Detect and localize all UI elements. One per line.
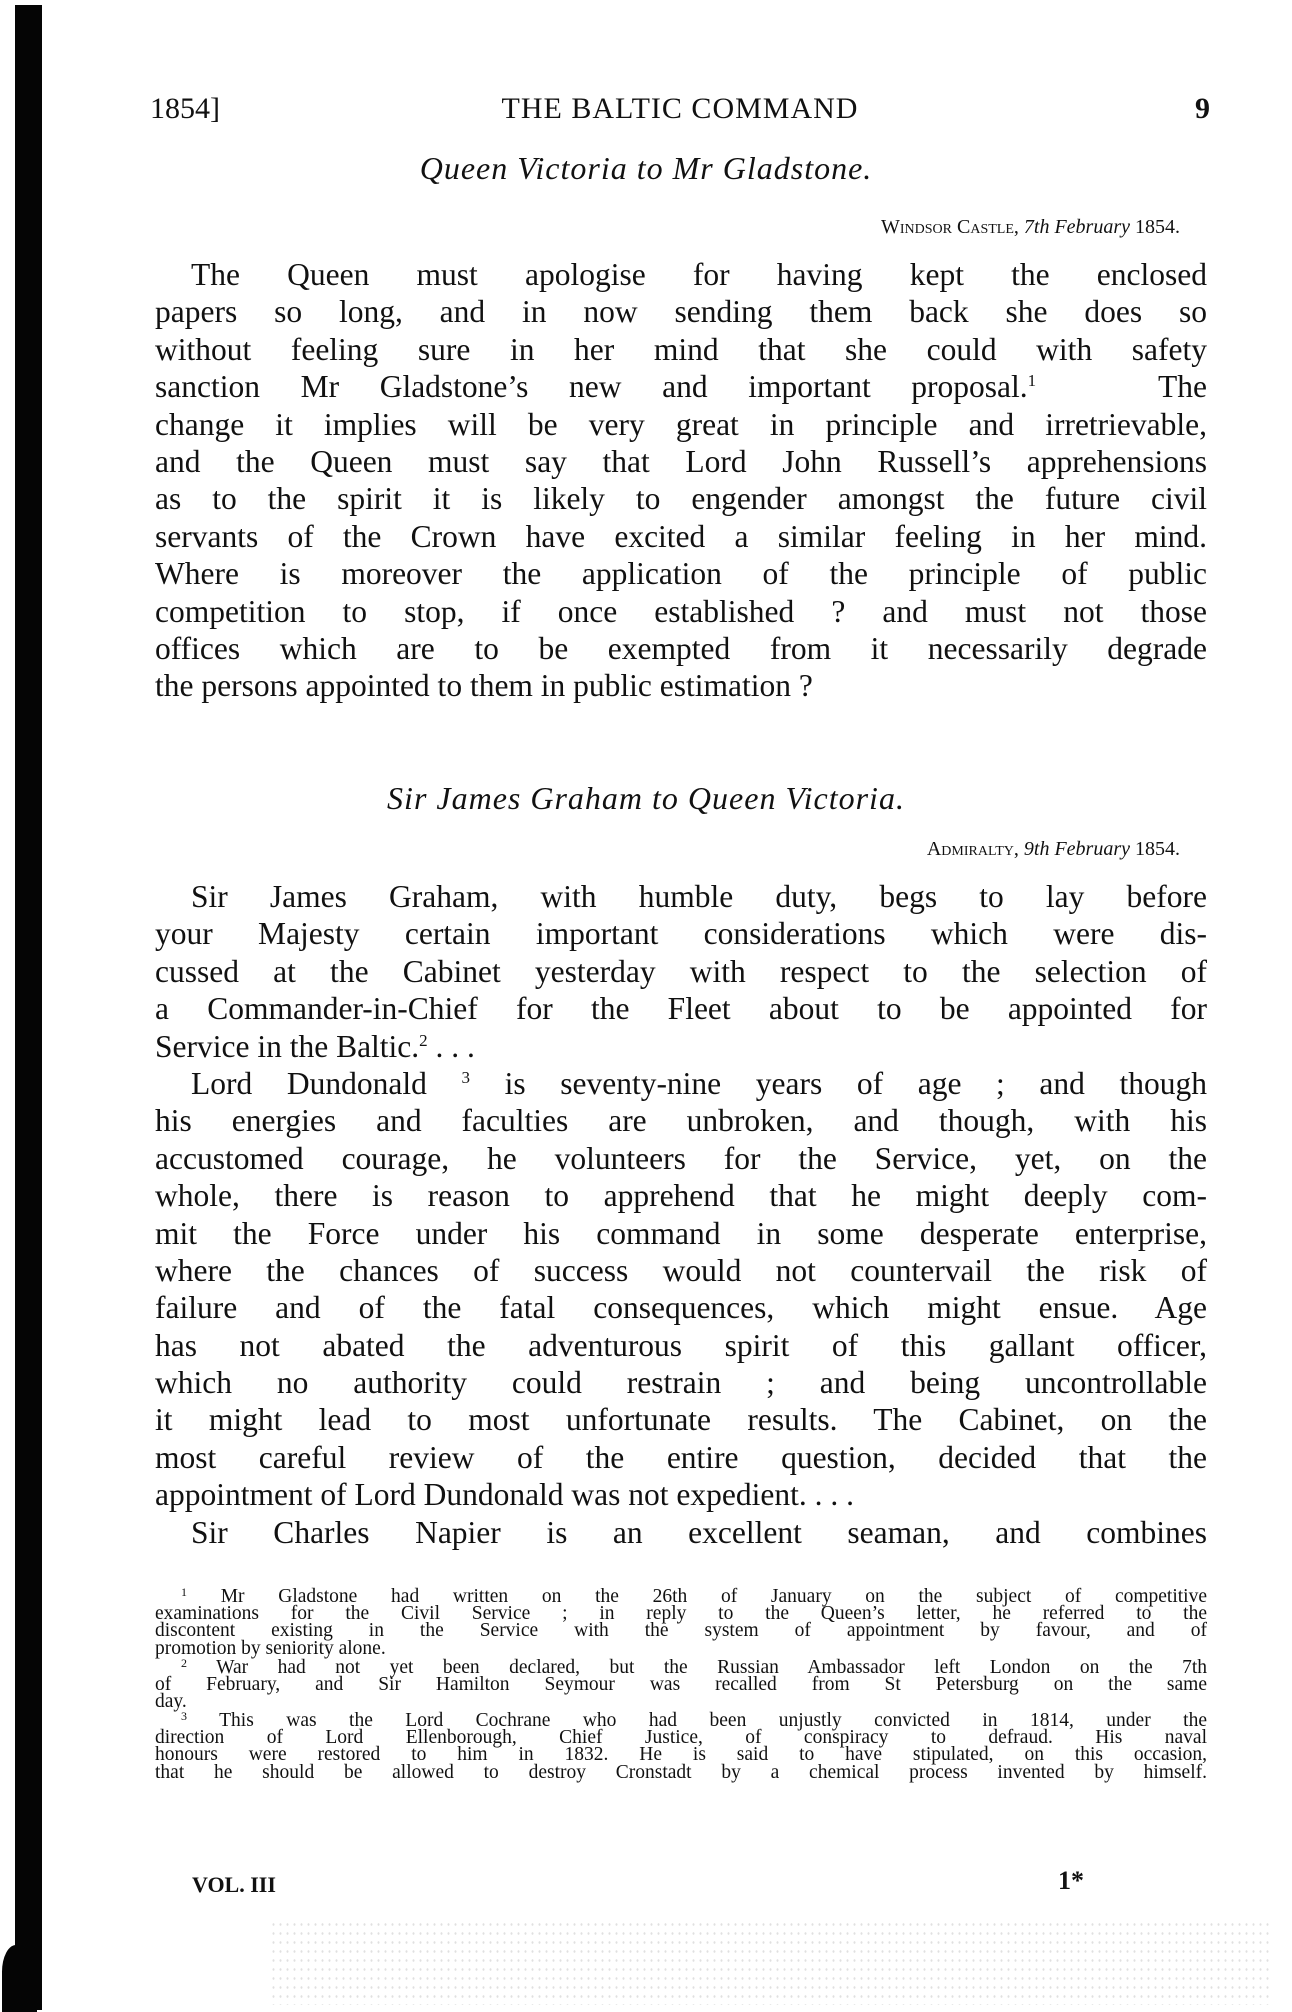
letter-1-day: 7th <box>1023 216 1050 238</box>
volume-label: VOL. III <box>192 1872 276 1897</box>
running-head-year: 1854] <box>150 92 220 125</box>
book-binding-shadow-foot <box>2 1945 37 2012</box>
body-line: without feeling sure in her mind that she could with safety <box>155 331 1207 367</box>
body-text: The <box>1158 369 1207 405</box>
body-line: The Queen must apologise for having kept the enclosed <box>191 257 1207 292</box>
body-line: papers so long, and in now sending them back she does so <box>155 294 1207 330</box>
body-line: has not abated the adventurous spirit of this gallant officer, <box>155 1327 1207 1363</box>
body-line <box>155 368 1207 405</box>
body-line: the persons appointed to them in public estimation ? <box>155 668 813 704</box>
body-line: offices which are to be exempted from it necessarily degrade <box>155 630 1207 666</box>
footnote-line: day. <box>155 1691 187 1713</box>
body-line: most careful review of the entire question, decided that the <box>155 1439 1207 1475</box>
footnote-line: that he should be allowed to destroy Cronstadt by a chemical process invented by himself. <box>155 1761 1207 1783</box>
footnote-line: of February, and Sir Hamilton Seymour was recalled from St Petersburg on the same <box>155 1674 1207 1696</box>
footnote-line: promotion by seniority alone. <box>155 1637 386 1659</box>
body-line: whole, there is reason to apprehend that he might deeply com- <box>155 1178 1207 1214</box>
footnote-line: examinations for the Civil Service ; in reply to the Queen’s letter, he referred to the <box>155 1603 1207 1625</box>
body-line: servants of the Crown have excited a similar feeling in her mind. <box>155 518 1207 554</box>
footnote-1 <box>155 1585 1207 1659</box>
body-line <box>155 1028 1207 1065</box>
footnote-3 <box>155 1709 1207 1783</box>
letter-2-year: 1854. <box>1135 838 1180 860</box>
page-number: 9 <box>1195 92 1210 125</box>
body-line: cussed at the Cabinet yesterday with respect to the selection of <box>155 953 1207 989</box>
ellipsis: . . . <box>435 1028 475 1064</box>
letter-1-title: Queen Victoria to Mr Gladstone. <box>419 150 873 186</box>
body-line: mit the Force under his command in some desperate enterprise, <box>155 1215 1207 1251</box>
letter-1-dateline <box>881 216 1180 239</box>
body-line: Where is moreover the application of the principle of public <box>155 556 1207 592</box>
book-binding-shadow <box>15 5 42 2010</box>
running-head <box>150 92 1210 128</box>
body-line: appointment of Lord Dundonald was not expedient. . . . <box>155 1477 854 1513</box>
footnote-line: honours were restored to him in 1832. He is said to have stipulated, on this occasion, <box>155 1744 1207 1766</box>
letter-2-body <box>155 878 1207 1551</box>
signature-mark: 1* <box>1058 1866 1084 1895</box>
letter-2-month: February <box>1054 838 1130 860</box>
body-line: Sir Charles Napier is an excellent seaman, and combines <box>191 1514 1207 1550</box>
body-text: Lord Dundonald <box>191 1065 427 1101</box>
footnote-marker: 1 <box>181 1585 187 1599</box>
body-line: change it implies will be very great in principle and irretrievable, <box>155 406 1207 442</box>
footnote-text: Mr Gladstone had written on the 26th of January on the subject of competitive <box>220 1586 1207 1607</box>
footnote-ref-2[interactable]: 2 <box>419 1030 428 1050</box>
body-line: competition to stop, if once established ? and must not those <box>155 593 1207 629</box>
body-line: his energies and faculties are unbroken, and though, with his <box>155 1103 1207 1139</box>
footnote-marker: 2 <box>181 1656 187 1670</box>
body-line: accustomed courage, he volunteers for the Service, yet, on the <box>155 1140 1207 1176</box>
footnote-line: discontent existing in the Service with the system of appointment by favour, and of <box>155 1620 1207 1642</box>
body-line <box>155 1065 1207 1102</box>
letter-2-day: 9th <box>1023 838 1050 860</box>
body-line: it might lead to most unfortunate results. The Cabinet, on the <box>155 1402 1207 1438</box>
footnote-ref-3[interactable]: 3 <box>461 1067 470 1087</box>
letter-2-title: Sir James Graham to Queen Victoria. <box>387 780 905 816</box>
running-head-title: THE BALTIC COMMAND <box>501 92 859 125</box>
scan-noise <box>270 1920 1270 2005</box>
footnote-text: War had not yet been declared, but the Russian Ambassador left London on the 7th <box>216 1657 1207 1678</box>
footnote-text: This was the Lord Cochrane who had been unjustly convicted in 1814, under the <box>219 1710 1207 1731</box>
body-line: Sir James Graham, with humble duty, begs to lay before <box>191 879 1207 914</box>
body-line: your Majesty certain important considerations which were dis- <box>155 916 1207 952</box>
letter-1-year: 1854. <box>1135 216 1180 238</box>
letter-2-place: Admiralty, <box>926 838 1019 860</box>
footnote-line: direction of Lord Ellenborough, Chief Justice, of conspiracy to defraud. His naval <box>155 1727 1207 1749</box>
footnote-ref-1[interactable]: 1 <box>1027 371 1037 391</box>
body-text: sanction Mr Gladstone’s new and important proposal. <box>155 369 1028 405</box>
body-line: as to the spirit it is likely to engender amongst the future civil <box>155 481 1207 517</box>
body-text: is seventy-nine years of age ; and though <box>504 1065 1208 1101</box>
footnote-marker: 3 <box>181 1709 187 1723</box>
footnote-2 <box>155 1656 1207 1713</box>
letter-2-dateline <box>927 838 1180 861</box>
body-line: which no authority could restrain ; and being uncontrollable <box>155 1365 1207 1401</box>
letter-1-body <box>155 256 1207 705</box>
letter-1-month: February <box>1054 216 1130 238</box>
letter-1-place: Windsor Castle, <box>881 216 1019 238</box>
body-line: and the Queen must say that Lord John Russell’s apprehensions <box>155 443 1207 479</box>
body-line: where the chances of success would not countervail the risk of <box>155 1252 1207 1288</box>
body-text: Service in the Baltic. <box>155 1028 420 1064</box>
body-line: a Commander-in-Chief for the Fleet about to be appointed for <box>155 991 1207 1027</box>
body-line: failure and of the fatal consequences, which might ensue. Age <box>155 1290 1207 1326</box>
